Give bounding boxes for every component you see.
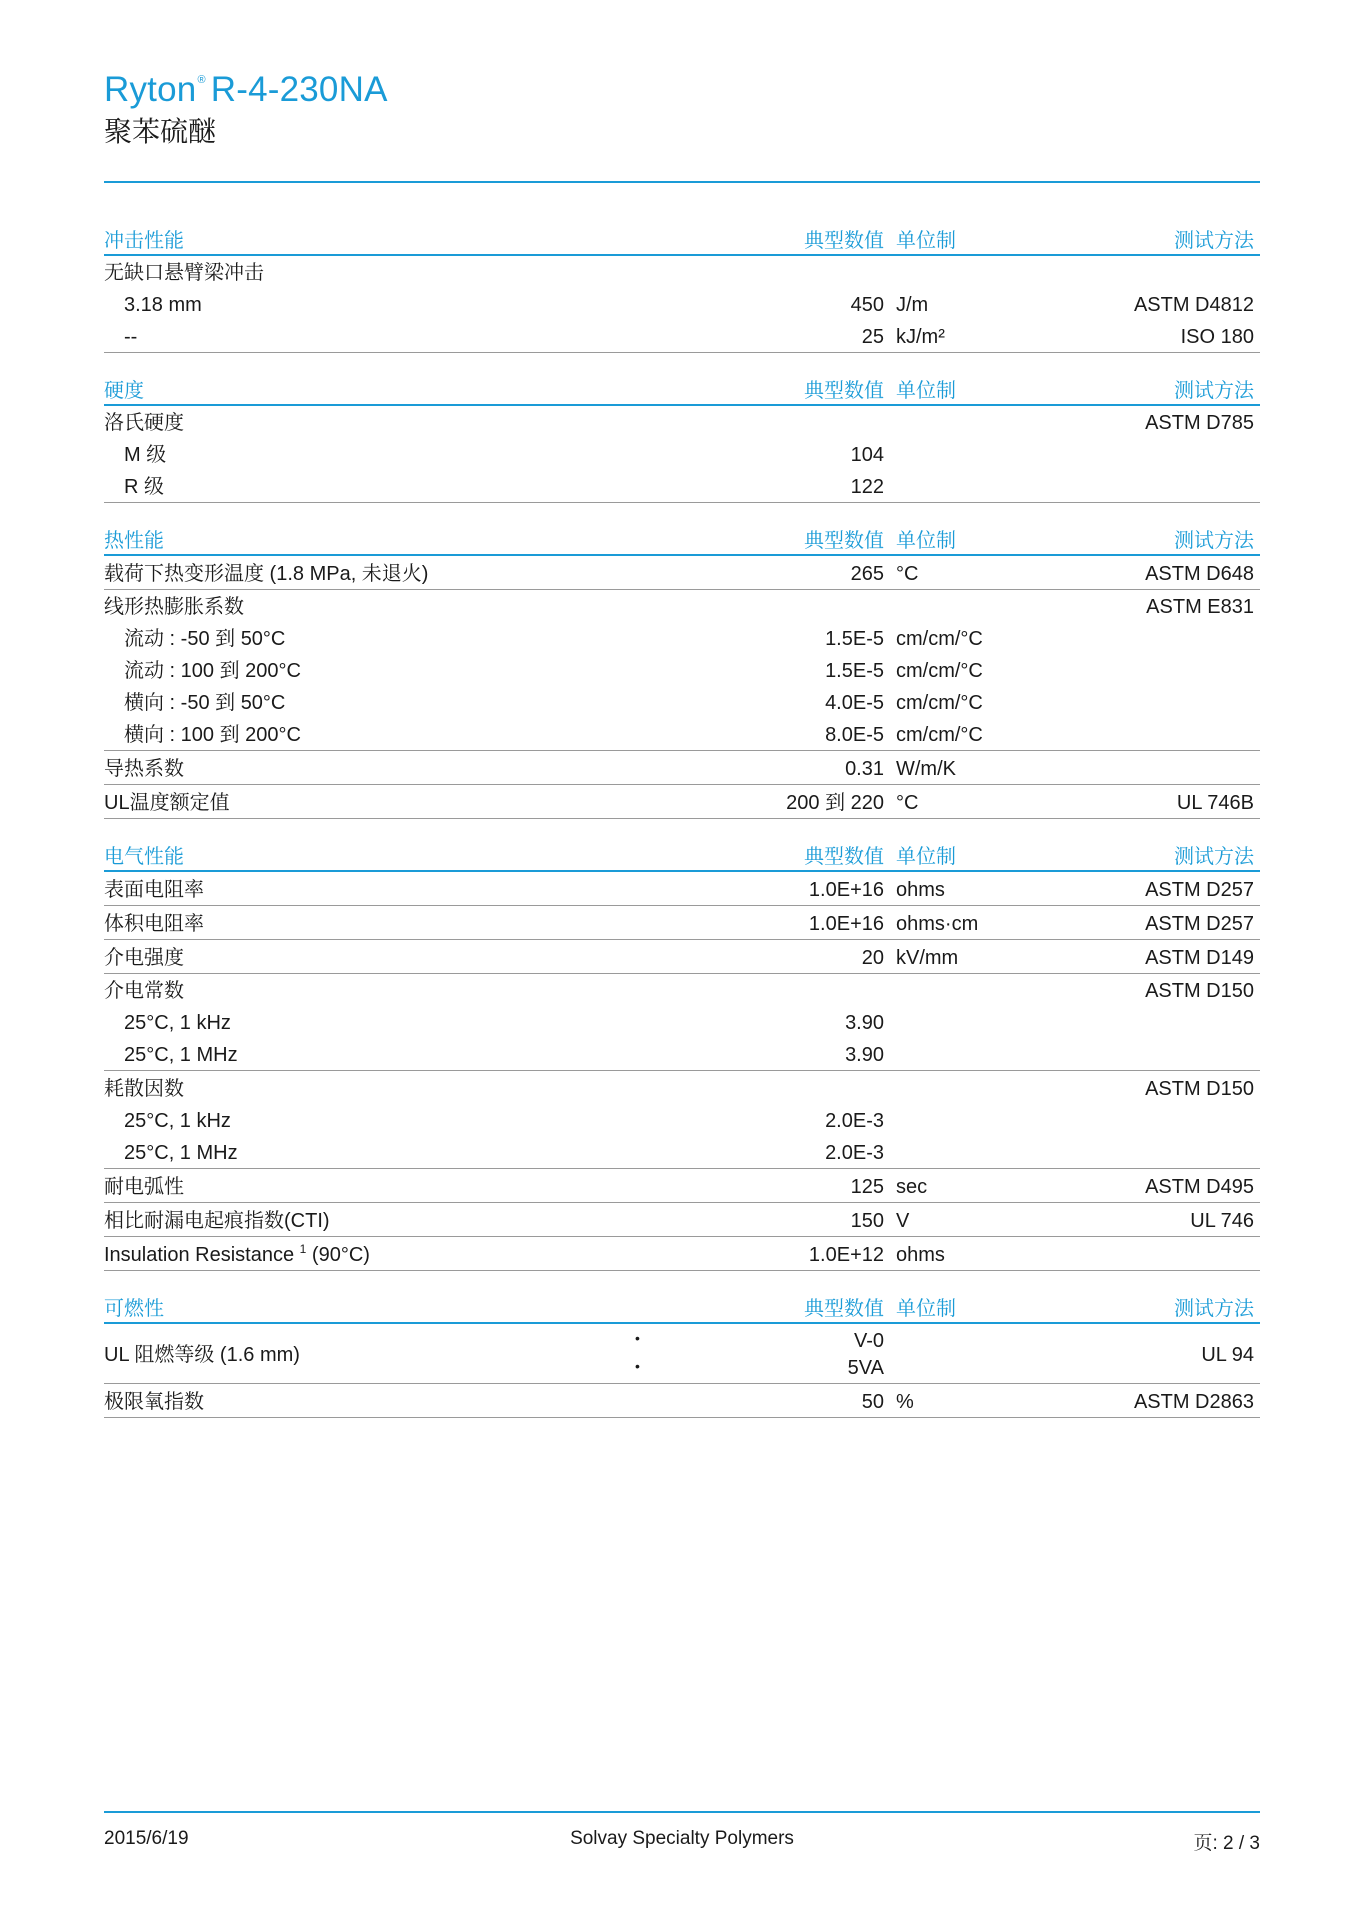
property-value: 1.0E+16 [808,879,884,901]
table-row [104,406,1260,438]
property-name: 体积电阻率 [104,913,204,935]
table-row [104,654,1260,686]
col-header-method: 测试方法 [1174,1296,1254,1320]
property-unit: kV/mm [896,947,959,969]
property-condition: 25°C, 1 kHz [124,1012,231,1034]
col-header-value: 典型数值 [804,528,884,552]
col-header-unit: 单位制 [896,378,956,402]
property-condition: R 级 [124,476,164,498]
section-electrical [104,842,1260,1271]
section-header [104,526,1260,556]
property-name: 介电常数 [104,980,184,1002]
section-title: 电气性能 [104,844,184,868]
test-method: UL 746 [1190,1210,1254,1232]
property-value: 122 [850,476,884,498]
test-method: ASTM D150 [1145,980,1254,1002]
property-value: 200 到 220 [786,792,884,814]
property-condition: 流动 : 100 到 200°C [124,660,301,682]
property-name: 导热系数 [104,758,184,780]
property-condition: -- [124,326,138,348]
property-value: 1.5E-5 [825,628,884,650]
table-row [104,1071,1260,1104]
property-name: 无缺口悬臂梁冲击 [104,262,264,284]
table-row [104,686,1260,718]
table-row [104,940,1260,974]
product-title [104,70,388,110]
col-header-unit: 单位制 [896,528,956,552]
product-subtitle: 聚苯硫醚 [104,115,217,148]
property-value: 1.0E+12 [808,1244,884,1266]
col-header-value: 典型数值 [804,378,884,402]
section-title: 热性能 [104,528,164,552]
table-row [104,1384,1260,1418]
property-name: 极限氧指数 [104,1391,204,1413]
property-unit: sec [896,1176,928,1198]
col-header-value: 典型数值 [804,228,884,252]
section-impact [104,226,1260,353]
table-row [104,1104,1260,1136]
table-row [104,906,1260,940]
footer-company: Solvay Specialty Polymers [570,1828,794,1849]
property-value: 265 [850,563,884,585]
table-row [104,256,1260,288]
property-value: 150 [850,1210,884,1232]
section-title: 可燃性 [104,1296,164,1320]
section-thermal [104,526,1260,819]
table-row [104,1237,1260,1271]
property-unit: cm/cm/°C [896,628,983,650]
col-header-unit: 单位制 [896,1296,956,1320]
test-method: ASTM E831 [1146,596,1254,618]
test-method: ASTM D149 [1145,947,1254,969]
property-value: 3.90 [845,1044,884,1066]
property-name: 相比耐漏电起痕指数(CTI) [104,1210,330,1232]
property-name: UL 阻燃等级 (1.6 mm) [104,1344,300,1366]
property-tables [104,226,1260,1441]
bullet-icon: • [635,1358,640,1374]
table-row [104,974,1260,1006]
property-unit: ohms·cm [896,913,979,935]
property-value: 450 [850,294,884,316]
property-unit: kJ/m² [896,326,945,348]
table-row [104,1324,1260,1384]
registered-mark: ® [197,74,206,86]
table-row [104,751,1260,785]
property-value: 1.0E+16 [808,913,884,935]
col-header-value: 典型数值 [804,1296,884,1320]
section-flammability [104,1294,1260,1418]
table-row [104,1038,1260,1071]
test-method: ASTM D495 [1145,1176,1254,1198]
table-row [104,470,1260,503]
test-method: ASTM D648 [1145,563,1254,585]
section-title: 冲击性能 [104,228,184,252]
property-name-suffix: (90°C) [311,1244,370,1266]
test-method: ASTM D2863 [1133,1391,1254,1413]
property-name: 洛氏硬度 [104,412,184,434]
col-header-method: 测试方法 [1174,378,1254,402]
property-name-text: Insulation Resistance [104,1244,295,1266]
property-unit: V [896,1210,910,1232]
col-header-method: 测试方法 [1174,228,1254,252]
property-value: 2.0E-3 [825,1110,884,1132]
property-condition: 横向 : -50 到 50°C [124,692,286,714]
property-unit: ohms [896,879,945,901]
table-row [104,1006,1260,1038]
test-method: ISO 180 [1180,326,1254,348]
property-value: 50 [861,1391,884,1413]
table-row [104,872,1260,906]
property-name: 线形热膨胀系数 [104,596,244,618]
footer-divider [104,1811,1260,1813]
table-row [104,1203,1260,1237]
property-value: 5VA [847,1357,884,1379]
table-row [104,785,1260,819]
property-condition: 横向 : 100 到 200°C [124,724,301,746]
property-value: 20 [861,947,884,969]
table-row [104,288,1260,320]
property-name: 耐电弧性 [104,1176,184,1198]
property-unit: cm/cm/°C [896,660,983,682]
property-unit: °C [896,563,919,585]
col-header-value: 典型数值 [804,844,884,868]
property-condition: 25°C, 1 MHz [124,1142,238,1164]
table-row [104,1169,1260,1203]
footer-date: 2015/6/19 [104,1828,189,1849]
property-value: V-0 [853,1330,884,1352]
section-header [104,226,1260,256]
property-name: UL温度额定值 [104,792,230,814]
property-unit: cm/cm/°C [896,692,983,714]
property-name: 载荷下热变形温度 (1.8 MPa, 未退火) [104,563,429,585]
property-unit: W/m/K [896,758,956,780]
property-unit: J/m [896,294,929,316]
property-value: 4.0E-5 [825,692,884,714]
section-header [104,842,1260,872]
property-name: 介电强度 [104,947,184,969]
product-grade: R-4-230NA [210,70,388,109]
test-method: ASTM D257 [1145,879,1254,901]
footnote-ref: 1 [299,1242,307,1256]
property-condition: 流动 : -50 到 50°C [124,628,286,650]
section-header [104,1294,1260,1324]
property-value: 2.0E-3 [825,1142,884,1164]
property-value: 125 [850,1176,884,1198]
property-name: 表面电阻率 [104,879,204,901]
col-header-method: 测试方法 [1174,528,1254,552]
property-value: 25 [861,326,884,348]
property-condition: 25°C, 1 kHz [124,1110,231,1132]
table-row [104,622,1260,654]
property-unit: % [896,1391,914,1413]
col-header-unit: 单位制 [896,844,956,868]
section-title: 硬度 [104,378,144,402]
bullet-icon: • [635,1330,640,1346]
property-value: 8.0E-5 [825,724,884,746]
property-unit: cm/cm/°C [896,724,983,746]
property-unit: ohms [896,1244,945,1266]
property-value: 104 [850,444,884,466]
table-row [104,1136,1260,1169]
property-condition: M 级 [124,444,167,466]
table-row [104,556,1260,590]
property-name [104,1242,370,1267]
test-method: UL 746B [1176,792,1254,814]
property-condition: 25°C, 1 MHz [124,1044,238,1066]
table-row [104,590,1260,622]
section-header [104,376,1260,406]
property-unit: °C [896,792,919,814]
property-value: 3.90 [845,1012,884,1034]
test-method: ASTM D257 [1145,913,1254,935]
test-method: UL 94 [1201,1344,1254,1366]
col-header-method: 测试方法 [1174,844,1254,868]
property-value: 1.5E-5 [825,660,884,682]
property-condition: 3.18 mm [124,294,202,316]
test-method: ASTM D150 [1145,1078,1254,1100]
test-method: ASTM D785 [1145,412,1254,434]
header-divider [104,181,1260,183]
col-header-unit: 单位制 [896,228,956,252]
table-row [104,320,1260,353]
table-row [104,438,1260,470]
property-name: 耗散因数 [104,1078,184,1100]
product-name: Ryton [104,70,197,109]
table-row [104,718,1260,751]
test-method: ASTM D4812 [1133,294,1254,316]
section-hardness [104,376,1260,503]
page-number: 页: 2 / 3 [1193,1833,1260,1854]
property-value: 0.31 [845,758,884,780]
